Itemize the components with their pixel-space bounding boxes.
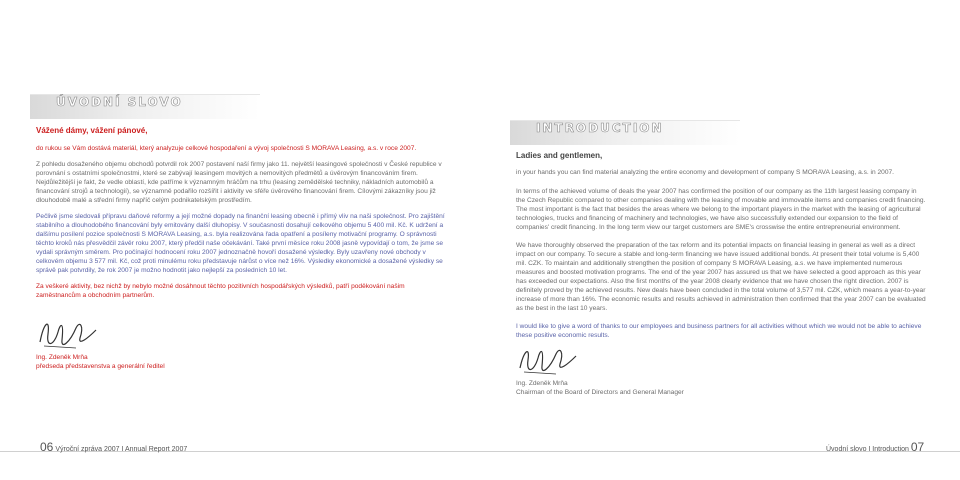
signer-name: Ing. Zdeněk Mrňa bbox=[516, 380, 568, 387]
paragraph-1: Z pohledu dosaženého objemu obchodů potvrdil rok 2007 postavení naší firmy jako 11. největší leasingové společnosti v České republice v porovnání s ostatními společnostmi, které se zabývají leasingem movitých a nemovitých předmětů a úvěrovým financováním firem. Nejdůležitější je fakt, že vedle oblastí, kde patříme k významným hráčům na trhu (leasing zemědělské techniky, nákladních automobilů a financování strojů a technologií), se významně podařilo rozšířit i aktivity ve sféře úvěrového financování firem. Cílovými zákazníky jsou již dlouhodobě malé a střední firmy napříč celým podnikatelským prostředím. bbox=[36, 161, 442, 204]
signature bbox=[516, 340, 586, 380]
body-text bbox=[36, 144, 446, 305]
signer-block bbox=[516, 379, 684, 397]
intro-paragraph: in your hands you can find material analyzing the entire economy and development of company S MORAVA Leasing, a.s. in 2007. bbox=[516, 169, 895, 176]
page-number: 06 bbox=[40, 440, 54, 454]
paragraph-2: Pečlivě jsme sledovali přípravu daňové reformy a její možné dopady na finanční leasing obecně i přímý vliv na naši společnost. Pro zajištění stabilního a dlouhodobého financování byly emitovány další dluhopisy. V současnosti dosahují celkového objemu 5 400 mil. Kč. K udržení a dalšímu posílení pozice společnosti S MORAVA Leasing, a.s. byla realizována řada opatření a posíleny motivační programy. O správnosti těchto kroků nás přesvědčil závěr roku 2007, který předčil naše očekávání. Také první měsíce roku 2008 jasně vypovídají o tom, že jsme se vydali správným směrem. Pro počínající hodnocení roku 2007 jednoznačně hovoří dosažené výsledky. Byly uzavřeny nové obchody v celkovém objemu 3 577 mil. Kč, což proti minulému roku představuje nárůst o více než 16%. Výsledky ekonomické a dosažené výsledky se správě pak potvrdily, že rok 2007 je možno hodnotit jako nejlepší za posledních 10 let. bbox=[36, 213, 445, 274]
signature bbox=[36, 312, 106, 356]
salutation: Ladies and gentlemen, bbox=[516, 151, 603, 160]
footer-text: Úvodní slovo I Introduction bbox=[826, 446, 909, 453]
footer bbox=[826, 440, 925, 454]
section-title: INTRODUCTION bbox=[536, 121, 664, 135]
footer bbox=[40, 440, 188, 454]
paragraph-3: I would like to give a word of thanks to our employees and business partners for all activities without which we would not be able to achieve these positive economic results. bbox=[516, 323, 922, 339]
salutation: Vážené dámy, vážení pánové, bbox=[36, 126, 148, 135]
footer-text: Výroční zpráva 2007 I Annual Report 2007 bbox=[55, 446, 188, 453]
signer-role: předseda představenstva a generální ředitel bbox=[36, 363, 165, 370]
body-text bbox=[516, 168, 926, 345]
paragraph-3: Za veškeré aktivity, bez nichž by nebylo možné dosáhnout těchto pozitivních hospodářských výsledků, patří poděkování našim zaměstnancům a obchodním partnerům. bbox=[36, 283, 405, 299]
intro-paragraph: do rukou se Vám dostává materiál, který analyzuje celkové hospodaření a vývoj společnosti S MORAVA Leasing, a.s. v roce 2007. bbox=[36, 145, 417, 152]
right-page bbox=[480, 0, 960, 480]
paragraph-2: We have thoroughly observed the preparation of the tax reform and its potential impacts on financial leasing in general as well as a direct impact on our company. To secure a stable and long-term financing we have issued additional bonds. At present their total volume is 5,400 mil. CZK. To maintain and additionally strengthen the position of company S MORAVA Leasing, a.s. we have implemented numerous measures and boosted motivation programs. The end of the year 2007 has assured us that we have selected a good approach as this year has exceeded our expectations. Also the first months of the year 2008 clearly evidence that we have chosen the right direction. 2007 is definitely proved by the achieved results. New deals have been concluded in the total volume of 3,577 mil. CZK, which means a year-to-year increase of more than 16%. The economic results and results achieved in administration then confirmed that the year 2007 can be evaluated as the best in the last 10 years. bbox=[516, 242, 926, 312]
section-title: ÚVODNÍ SLOVO bbox=[56, 95, 183, 109]
signer-block bbox=[36, 353, 165, 371]
paragraph-1: In terms of the achieved volume of deals the year 2007 has confirmed the position of our company as the 11th largest leasing company in the Czech Republic compared to other companies dealing with the leasing of movable and immovable items and companies credit financing. The most important is the fact that besides the areas where we belong to the important players in the market with the leasing of agricultural technologies, trucks and financing of machinery and technologies, we have also successfully extended our expansion to the field of companies' credit financing. In the long term view our target customers are SME's crosswise the entire entrepreneurial environment. bbox=[516, 188, 926, 231]
signer-role: Chairman of the Board of Directors and General Manager bbox=[516, 389, 684, 396]
signer-name: Ing. Zdeněk Mrňa bbox=[36, 354, 88, 361]
page-number: 07 bbox=[910, 440, 925, 454]
